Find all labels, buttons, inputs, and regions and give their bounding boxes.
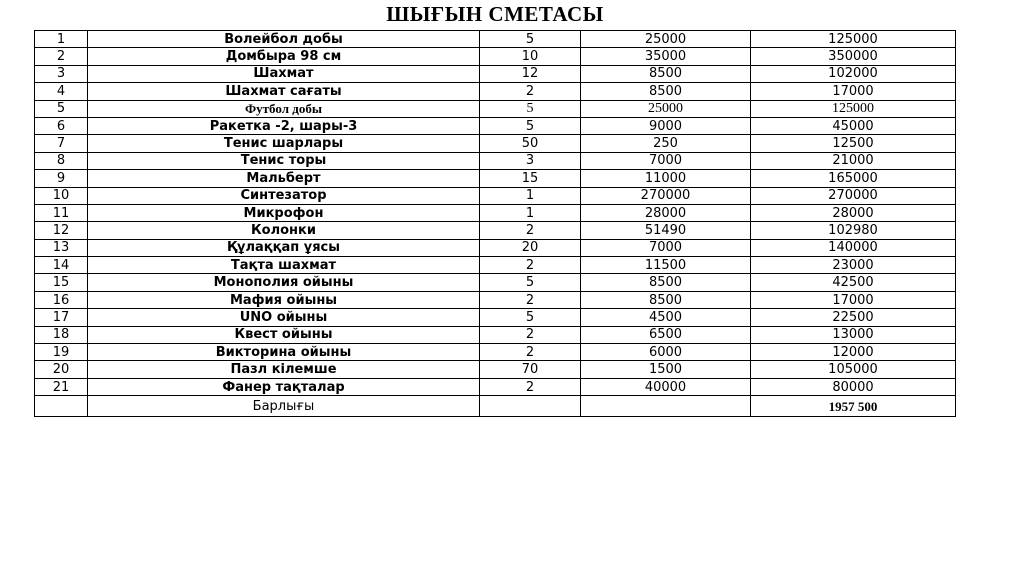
item-name: Микрофон [88, 204, 480, 221]
item-name: Мальберт [88, 170, 480, 187]
row-number: 17 [35, 309, 88, 326]
total-empty-cell [480, 396, 581, 417]
row-number: 9 [35, 170, 88, 187]
item-price: 8500 [581, 291, 751, 308]
row-number: 2 [35, 48, 88, 65]
item-name: Домбыра 98 см [88, 48, 480, 65]
total-empty-cell [581, 396, 751, 417]
item-name: Колонки [88, 222, 480, 239]
item-quantity: 50 [480, 135, 581, 152]
table-row [35, 48, 956, 65]
row-number: 5 [35, 100, 88, 117]
table-row [35, 344, 956, 361]
item-name: Викторина ойыны [88, 344, 480, 361]
row-number: 20 [35, 361, 88, 378]
table-row [35, 117, 956, 134]
item-price: 25000 [581, 31, 751, 48]
item-name: UNO ойыны [88, 309, 480, 326]
item-price: 11000 [581, 170, 751, 187]
estimate-table-body [35, 31, 956, 396]
item-sum: 125000 [751, 31, 956, 48]
row-number: 11 [35, 204, 88, 221]
item-price: 7000 [581, 152, 751, 169]
item-name: Пазл кілемше [88, 361, 480, 378]
item-price: 35000 [581, 48, 751, 65]
row-number: 10 [35, 187, 88, 204]
item-sum: 102980 [751, 222, 956, 239]
item-quantity: 2 [480, 326, 581, 343]
table-row [35, 274, 956, 291]
item-price: 250 [581, 135, 751, 152]
item-quantity: 5 [480, 31, 581, 48]
item-price: 8500 [581, 274, 751, 291]
item-name: Футбол добы [88, 100, 480, 117]
table-row [35, 83, 956, 100]
item-sum: 165000 [751, 170, 956, 187]
item-quantity: 70 [480, 361, 581, 378]
item-quantity: 10 [480, 48, 581, 65]
table-row [35, 257, 956, 274]
item-quantity: 2 [480, 257, 581, 274]
item-sum: 17000 [751, 83, 956, 100]
item-name: Шахмат [88, 65, 480, 82]
item-sum: 28000 [751, 204, 956, 221]
item-sum: 13000 [751, 326, 956, 343]
item-sum: 23000 [751, 257, 956, 274]
item-sum: 21000 [751, 152, 956, 169]
item-quantity: 5 [480, 309, 581, 326]
item-price: 25000 [581, 100, 751, 117]
item-quantity: 5 [480, 117, 581, 134]
item-quantity: 5 [480, 274, 581, 291]
table-row [35, 187, 956, 204]
item-sum: 270000 [751, 187, 956, 204]
item-quantity: 2 [480, 83, 581, 100]
item-sum: 105000 [751, 361, 956, 378]
table-row [35, 65, 956, 82]
item-sum: 350000 [751, 48, 956, 65]
item-name: Синтезатор [88, 187, 480, 204]
item-name: Құлаққап ұясы [88, 239, 480, 256]
item-sum: 80000 [751, 378, 956, 395]
row-number: 16 [35, 291, 88, 308]
row-number: 13 [35, 239, 88, 256]
table-row [35, 152, 956, 169]
item-quantity: 20 [480, 239, 581, 256]
item-sum: 45000 [751, 117, 956, 134]
item-quantity: 1 [480, 204, 581, 221]
item-price: 40000 [581, 378, 751, 395]
table-row [35, 31, 956, 48]
page-title: ШЫҒЫН СМЕТАСЫ [386, 2, 604, 26]
item-quantity: 15 [480, 170, 581, 187]
item-quantity: 2 [480, 378, 581, 395]
row-number: 21 [35, 378, 88, 395]
row-number: 4 [35, 83, 88, 100]
item-name: Ракетка -2, шары-3 [88, 117, 480, 134]
item-sum: 12500 [751, 135, 956, 152]
item-quantity: 5 [480, 100, 581, 117]
table-row [35, 378, 956, 395]
item-name: Квест ойыны [88, 326, 480, 343]
item-name: Фанер тақталар [88, 378, 480, 395]
item-name: Монополия ойыны [88, 274, 480, 291]
item-price: 7000 [581, 239, 751, 256]
item-quantity: 2 [480, 291, 581, 308]
item-name: Тенис торы [88, 152, 480, 169]
item-price: 8500 [581, 65, 751, 82]
total-label: Барлығы [88, 396, 480, 417]
table-row [35, 170, 956, 187]
row-number: 6 [35, 117, 88, 134]
item-price: 8500 [581, 83, 751, 100]
row-number: 19 [35, 344, 88, 361]
table-row [35, 361, 956, 378]
item-sum: 102000 [751, 65, 956, 82]
table-row [35, 222, 956, 239]
item-quantity: 2 [480, 344, 581, 361]
table-row [35, 309, 956, 326]
row-number: 8 [35, 152, 88, 169]
item-price: 270000 [581, 187, 751, 204]
item-quantity: 3 [480, 152, 581, 169]
item-name: Шахмат сағаты [88, 83, 480, 100]
row-number: 1 [35, 31, 88, 48]
row-number: 12 [35, 222, 88, 239]
row-number: 14 [35, 257, 88, 274]
item-sum: 12000 [751, 344, 956, 361]
item-price: 6500 [581, 326, 751, 343]
table-row [35, 326, 956, 343]
item-sum: 42500 [751, 274, 956, 291]
item-quantity: 1 [480, 187, 581, 204]
table-row [35, 100, 956, 117]
item-price: 28000 [581, 204, 751, 221]
estimate-table [34, 30, 956, 417]
item-sum: 17000 [751, 291, 956, 308]
item-name: Мафия ойыны [88, 291, 480, 308]
item-price: 11500 [581, 257, 751, 274]
row-number: 3 [35, 65, 88, 82]
total-empty-cell [35, 396, 88, 417]
item-name: Волейбол добы [88, 31, 480, 48]
item-price: 51490 [581, 222, 751, 239]
table-row [35, 135, 956, 152]
total-value: 1957 500 [751, 396, 956, 417]
item-price: 9000 [581, 117, 751, 134]
item-name: Тақта шахмат [88, 257, 480, 274]
item-price: 6000 [581, 344, 751, 361]
row-number: 7 [35, 135, 88, 152]
item-sum: 140000 [751, 239, 956, 256]
item-name: Тенис шарлары [88, 135, 480, 152]
row-number: 18 [35, 326, 88, 343]
item-quantity: 12 [480, 65, 581, 82]
item-sum: 22500 [751, 309, 956, 326]
item-sum: 125000 [751, 100, 956, 117]
row-number: 15 [35, 274, 88, 291]
table-row [35, 239, 956, 256]
total-row [35, 396, 956, 417]
item-price: 1500 [581, 361, 751, 378]
item-quantity: 2 [480, 222, 581, 239]
item-price: 4500 [581, 309, 751, 326]
table-row [35, 291, 956, 308]
table-row [35, 204, 956, 221]
